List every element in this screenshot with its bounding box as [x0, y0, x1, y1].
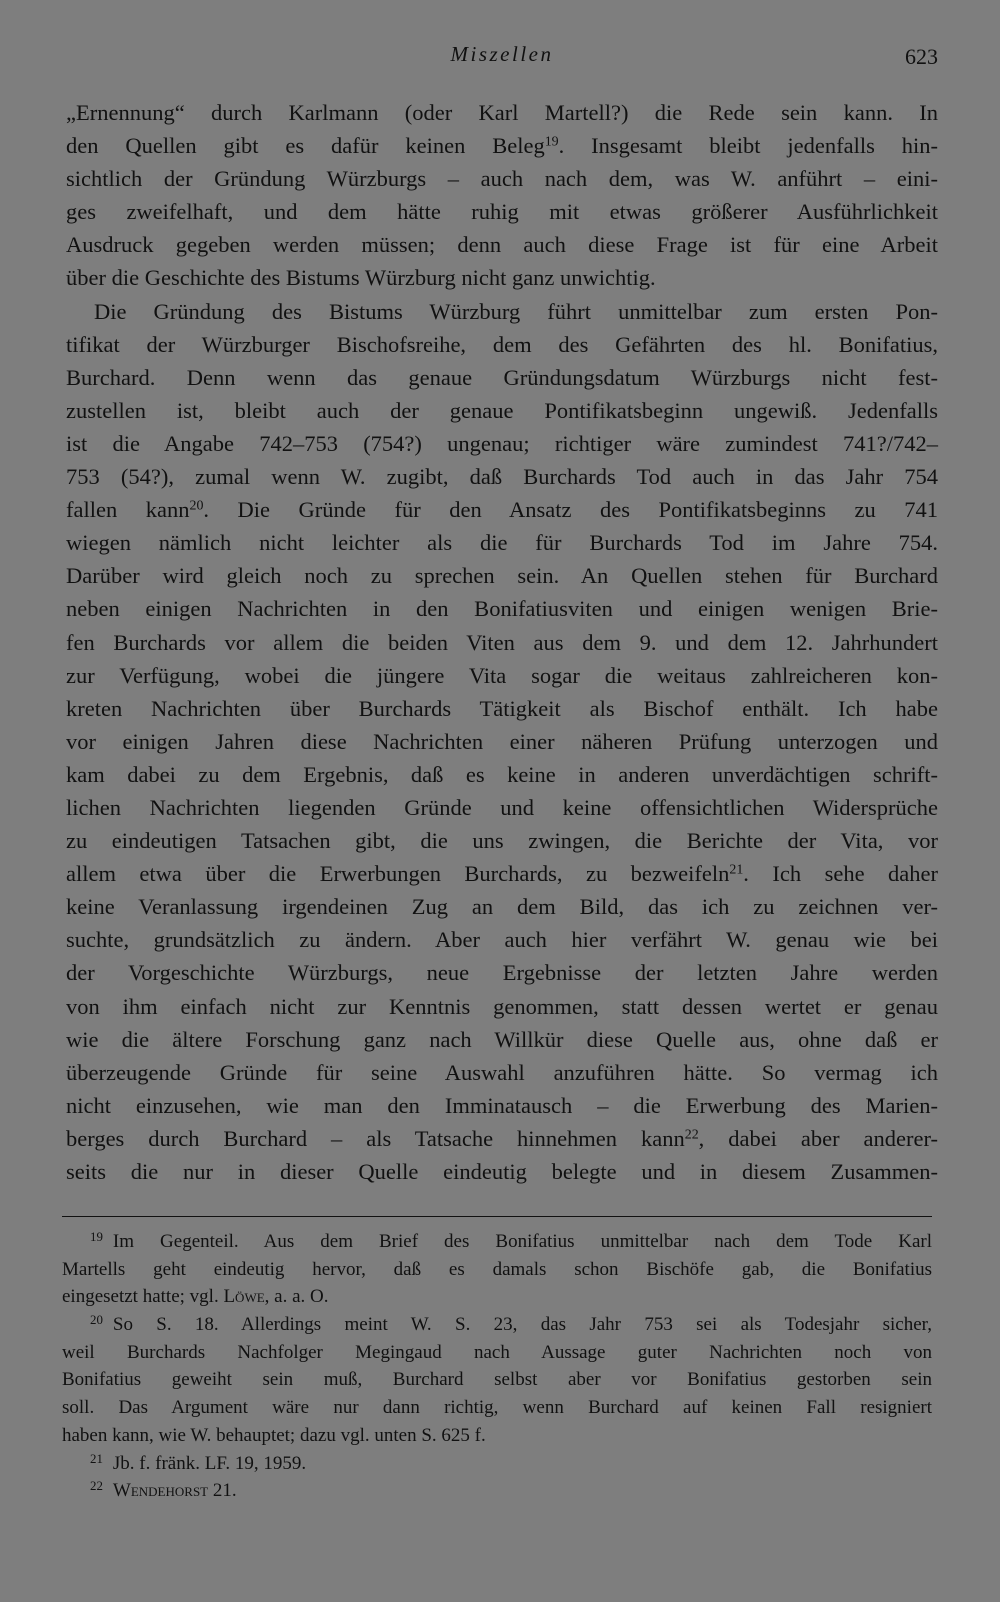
text-line: zur Verfügung, wobei die jüngere Vita sogar die weitaus zahlreicheren kon- [66, 662, 938, 688]
text-line: fallen kann$^{20}$. Die Gründe für den Ansatz des Pontifikatsbeginns zu 741 [66, 497, 938, 523]
text-line: zu eindeutigen Tatsachen gibt, die uns zwingen, die Berichte der Vita, vor [66, 828, 938, 854]
text-line: über die Geschichte des Bistums Würzburg nicht ganz unwichtig. [66, 265, 656, 291]
text-line: von ihm einfach nicht zur Kenntnis genommen, statt dessen wertet er genau [66, 993, 938, 1019]
text-line: der Vorgeschichte Würzburgs, neue Ergebnisse der letzten Jahre werden [66, 960, 938, 986]
footnote-line: haben kann, wie W. behauptet; dazu vgl. unten S. 625 f. [62, 1424, 486, 1446]
text-line: tifikat der Würzburger Bischofsreihe, dem des Gefährten des hl. Bonifatius, [66, 331, 938, 357]
author-name: Wendehorst [112, 1480, 209, 1502]
text-line: Burchard. Denn wenn das genaue Gründungsdatum Würzburgs nicht fest- [66, 364, 938, 390]
text-line: fen Burchards vor allem die beiden Viten aus dem 9. und dem 12. Jahrhundert [66, 629, 938, 655]
text-line: Die Gründung des Bistums Würzburg führt unmittelbar zum ersten Pon- [94, 298, 938, 324]
footnote-number: 20 [90, 1312, 103, 1328]
text-line: keine Veranlassung irgendeinen Zug an dem Bild, das ich zu zeichnen ver- [66, 894, 938, 920]
footnote-line: eingesetzt hatte; vgl. Löwe, a. a. O. [62, 1286, 329, 1308]
text-line: ges zweifelhaft, und dem hätte ruhig mit etwas größerer Ausführlichkeit [66, 199, 938, 225]
footnote-line: Bonifatius geweiht sein muß, Burchard selbst aber vor Bonifatius gestorben sein [62, 1369, 932, 1391]
text-line: zustellen ist, bleibt auch der genaue Pontifikatsbeginn ungewiß. Jedenfalls [66, 397, 938, 423]
running-head: Miszellen [450, 42, 554, 66]
paragraph-2 [66, 295, 938, 1189]
text-line: 753 (54?), zumal wenn W. zugibt, daß Burchards Tod auch in das Jahr 754 [66, 464, 938, 490]
text-line: vor einigen Jahren diese Nachrichten einer näheren Prüfung unterzogen und [66, 728, 938, 754]
footnote-20 [62, 1311, 932, 1449]
text-line: „Ernennung“ durch Karlmann (oder Karl Martell?) die Rede sein kann. In [66, 100, 938, 125]
footnote-line: soll. Das Argument wäre nur dann richtig, wenn Burchard auf keinen Fall resigniert [62, 1397, 932, 1419]
text-line: Darüber wird gleich noch zu sprechen sein. An Quellen stehen für Burchard [66, 563, 938, 589]
footnote-line: $^{22}$ Wendehorst 21. [90, 1478, 237, 1502]
footnote-number: 22 [90, 1478, 103, 1494]
page-header [66, 42, 938, 76]
text-line: ist die Angabe 742–753 (754?) ungenau; richtiger wäre zumindest 741?/742– [66, 430, 938, 456]
text-line: nicht einzusehen, wie man den Imminatausch – die Erwerbung des Marien- [66, 1092, 938, 1118]
text-line: wie die ältere Forschung ganz nach Willkür diese Quelle aus, ohne daß er [66, 1026, 938, 1052]
footnote-19 [62, 1228, 932, 1311]
text-line: berges durch Burchard – als Tatsache hinnehmen kann$^{22}$, dabei aber anderer- [66, 1125, 939, 1151]
text-line: wiegen nämlich nicht leichter als die für Burchards Tod im Jahre 754. [66, 530, 938, 556]
body-text [66, 96, 938, 1188]
footnote-ref-22[interactable]: 22 [684, 1127, 699, 1143]
text-line: allem etwa über die Erwerbungen Burchards, zu bezweifeln$^{21}$. Ich sehe daher [66, 861, 938, 887]
footnote-line: $^{19}$ Im Gegenteil. Aus dem Brief des Bonifatius unmittelbar nach dem Tode Karl [90, 1229, 932, 1252]
paragraph-1 [66, 96, 938, 295]
author-name: Löwe [223, 1286, 265, 1308]
page-number: 623 [905, 44, 938, 69]
text-line: kam dabei zu dem Ergebnis, daß es keine in anderen unverdächtigen schrift- [66, 761, 938, 787]
footnote-divider [62, 1216, 932, 1217]
footnotes [62, 1228, 932, 1505]
footnote-22 [62, 1477, 932, 1505]
footnote-line: $^{21}$ Jb. f. fränk. LF. 19, 1959. [90, 1450, 307, 1474]
text-line: kreten Nachrichten über Burchards Tätigkeit als Bischof enthält. Ich habe [66, 695, 938, 721]
footnote-ref-19[interactable]: 19 [544, 134, 559, 150]
footnote-line: $^{20}$ So S. 18. Allerdings meint W. S. 23, das Jahr 753 sei als Todesjahr sicher, [90, 1312, 932, 1336]
footnote-line: weil Burchards Nachfolger Megingaud nach Aussage guter Nachrichten noch von [62, 1341, 932, 1363]
footnote-ref-20[interactable]: 20 [189, 498, 204, 514]
text-line: neben einigen Nachrichten in den Bonifatiusviten und einigen wenigen Brie- [66, 596, 938, 622]
text-line: Ausdruck gegeben werden müssen; denn auch diese Frage ist für eine Arbeit [66, 232, 938, 258]
footnote-line: Martells geht eindeutig hervor, daß es damals schon Bischöfe gab, die Bonifatius [62, 1258, 932, 1280]
footnote-number: 19 [90, 1229, 103, 1245]
text-line: suchte, grundsätzlich zu ändern. Aber auch hier verfährt W. genau wie bei [66, 927, 938, 953]
text-line: sichtlich der Gründung Würzburgs – auch nach dem, was W. anführt – eini- [66, 166, 938, 192]
footnote-21 [62, 1450, 932, 1478]
text-line: überzeugende Gründe für seine Auswahl anzuführen hätte. So vermag ich [66, 1059, 938, 1085]
footnote-ref-21[interactable]: 21 [729, 862, 744, 878]
text-line: seits die nur in dieser Quelle eindeutig belegte und in diesem Zusammen- [66, 1159, 938, 1184]
text-line: den Quellen gibt es dafür keinen Beleg$^{19}$. Insgesamt bleibt jedenfalls hin- [66, 133, 938, 159]
footnote-number: 21 [90, 1450, 103, 1466]
text-line: lichen Nachrichten liegenden Gründe und keine offensichtlichen Widersprüche [66, 794, 938, 820]
